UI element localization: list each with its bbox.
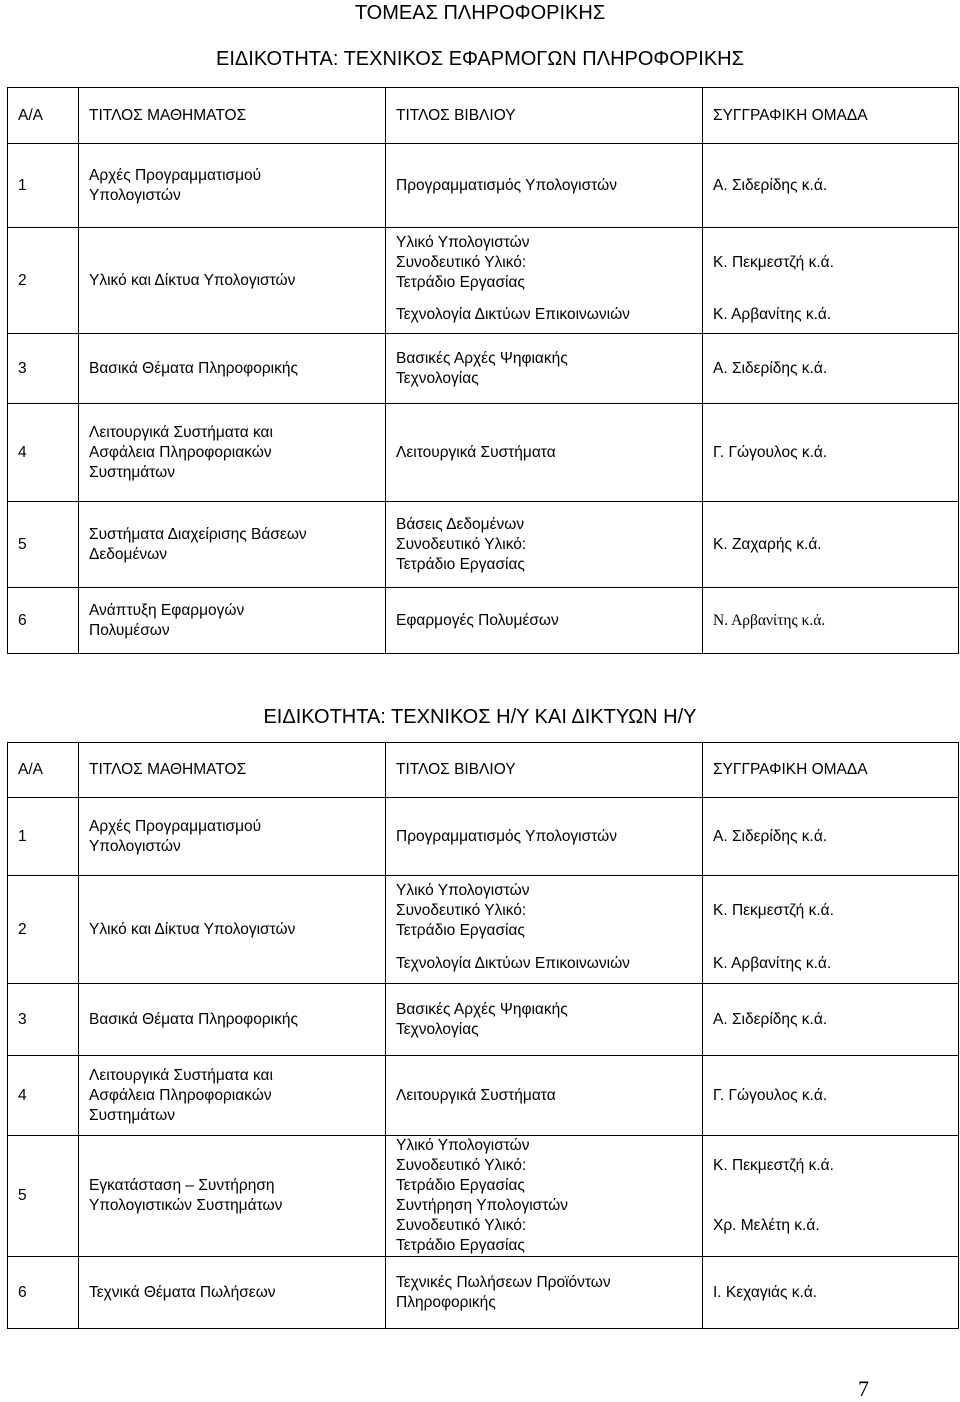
- header-cell: Α/Α: [8, 743, 79, 798]
- header-cell: ΤΙΤΛΟΣ ΒΙΒΛΙΟΥ: [386, 88, 703, 144]
- book-title: Βάσεις Δεδομένων Συνοδευτικό Υλικό: Τετράδιο Εργασίας: [386, 502, 703, 588]
- row-number: 3: [8, 334, 79, 404]
- courses-table: [7, 742, 959, 1329]
- row-number: 1: [8, 144, 79, 228]
- row-number: 2: [8, 876, 79, 984]
- table-row: [8, 334, 959, 404]
- book-title: Τεχνολογία Δικτύων Επικοινωνιών: [386, 298, 703, 334]
- author-group: Α. Σιδερίδης κ.ά.: [703, 984, 959, 1056]
- table-row: [8, 502, 959, 588]
- course-title: Βασικά Θέματα Πληροφορικής: [79, 984, 386, 1056]
- author-group: Κ. Πεκμεστζή κ.ά.: [703, 1136, 959, 1197]
- author-group: Γ. Γώγουλος κ.ά.: [703, 1056, 959, 1136]
- course-title: Λειτουργικά Συστήματα και Ασφάλεια Πληροφοριακών Συστημάτων: [79, 1056, 386, 1136]
- book-title: Υλικό Υπολογιστών Συνοδευτικό Υλικό: Τετράδιο Εργασίας: [386, 1136, 703, 1197]
- table-row: [8, 984, 959, 1056]
- courses-table: [7, 87, 959, 654]
- course-title: Συστήματα Διαχείρισης Βάσεων Δεδομένων: [79, 502, 386, 588]
- course-title: Αρχές Προγραμματισμού Υπολογιστών: [79, 798, 386, 876]
- course-title: Αρχές Προγραμματισμού Υπολογιστών: [79, 144, 386, 228]
- book-title: Τεχνολογία Δικτύων Επικοινωνιών: [386, 946, 703, 984]
- author-group: Γ. Γώγουλος κ.ά.: [703, 404, 959, 502]
- book-title: Συντήρηση Υπολογιστών Συνοδευτικό Υλικό: Τετράδιο Εργασίας: [386, 1196, 703, 1257]
- table-header-row: [8, 88, 959, 144]
- book-title: Λειτουργικά Συστήματα: [386, 1056, 703, 1136]
- header-cell: ΣΥΓΓΡΑΦΙΚΗ ΟΜΑΔΑ: [703, 88, 959, 144]
- header-cell: Α/Α: [8, 88, 79, 144]
- author-group: Κ. Αρβανίτης κ.ά.: [703, 946, 959, 984]
- row-number: 5: [8, 502, 79, 588]
- course-title: Ανάπτυξη Εφαρμογών Πολυμέσων: [79, 588, 386, 654]
- row-number: 5: [8, 1136, 79, 1257]
- header-cell: ΤΙΤΛΟΣ ΜΑΘΗΜΑΤΟΣ: [79, 88, 386, 144]
- table-row: [8, 1257, 959, 1329]
- table-row: [8, 876, 959, 946]
- table-row: [8, 798, 959, 876]
- table-header-row: [8, 743, 959, 798]
- row-number: 6: [8, 1257, 79, 1329]
- table-row: [8, 588, 959, 654]
- course-title: Λειτουργικά Συστήματα και Ασφάλεια Πληροφοριακών Συστημάτων: [79, 404, 386, 502]
- author-group: Χρ. Μελέτη κ.ά.: [703, 1196, 959, 1257]
- author-group: Κ. Ζαχαρής κ.ά.: [703, 502, 959, 588]
- book-title: Υλικό Υπολογιστών Συνοδευτικό Υλικό: Τετράδιο Εργασίας: [386, 876, 703, 946]
- author-group: Ν. Αρβανίτης κ.ά.: [703, 588, 959, 654]
- sector-title: ΤΟΜΕΑΣ ΠΛΗΡΟΦΟΡΙΚΗΣ: [354, 2, 606, 24]
- row-number: 4: [8, 404, 79, 502]
- book-title: Βασικές Αρχές Ψηφιακής Τεχνολογίας: [386, 334, 703, 404]
- course-title: Υλικό και Δίκτυα Υπολογιστών: [79, 876, 386, 984]
- table-row: [8, 1136, 959, 1197]
- author-group: Α. Σιδερίδης κ.ά.: [703, 798, 959, 876]
- book-title: Προγραμματισμός Υπολογιστών: [386, 144, 703, 228]
- table-row: [8, 1056, 959, 1136]
- book-title: Προγραμματισμός Υπολογιστών: [386, 798, 703, 876]
- header-cell: ΤΙΤΛΟΣ ΜΑΘΗΜΑΤΟΣ: [79, 743, 386, 798]
- course-title: Υλικό και Δίκτυα Υπολογιστών: [79, 228, 386, 334]
- book-title: Υλικό Υπολογιστών Συνοδευτικό Υλικό: Τετράδιο Εργασίας: [386, 228, 703, 298]
- author-group: Α. Σιδερίδης κ.ά.: [703, 144, 959, 228]
- course-title: Εγκατάσταση – Συντήρηση Υπολογιστικών Συστημάτων: [79, 1136, 386, 1257]
- book-title: Εφαρμογές Πολυμέσων: [386, 588, 703, 654]
- header-cell: ΤΙΤΛΟΣ ΒΙΒΛΙΟΥ: [386, 743, 703, 798]
- book-title: Βασικές Αρχές Ψηφιακής Τεχνολογίας: [386, 984, 703, 1056]
- table-row: [8, 228, 959, 298]
- row-number: 3: [8, 984, 79, 1056]
- header-cell: ΣΥΓΓΡΑΦΙΚΗ ΟΜΑΔΑ: [703, 743, 959, 798]
- row-number: 6: [8, 588, 79, 654]
- course-title: Τεχνικά Θέματα Πωλήσεων: [79, 1257, 386, 1329]
- row-number: 1: [8, 798, 79, 876]
- course-title: Βασικά Θέματα Πληροφορικής: [79, 334, 386, 404]
- table-row: [8, 144, 959, 228]
- specialty-title: ΕΙΔΙΚΟΤΗΤΑ: ΤΕΧΝΙΚΟΣ ΕΦΑΡΜΟΓΩΝ ΠΛΗΡΟΦΟΡΙΚΗΣ: [216, 48, 744, 70]
- author-group: Κ. Πεκμεστζή κ.ά.: [703, 876, 959, 946]
- specialty-title: ΕΙΔΙΚΟΤΗΤΑ: ΤΕΧΝΙΚΟΣ Η/Υ ΚΑΙ ΔΙΚΤΥΩΝ Η/Υ: [263, 706, 697, 728]
- row-number: 2: [8, 228, 79, 334]
- page-number: 7: [858, 1376, 869, 1401]
- book-title: Λειτουργικά Συστήματα: [386, 404, 703, 502]
- author-group: Α. Σιδερίδης κ.ά.: [703, 334, 959, 404]
- table-row: [8, 404, 959, 502]
- author-group: Κ. Πεκμεστζή κ.ά.: [703, 228, 959, 298]
- author-group: Κ. Αρβανίτης κ.ά.: [703, 298, 959, 334]
- author-group: Ι. Κεχαγιάς κ.ά.: [703, 1257, 959, 1329]
- book-title: Τεχνικές Πωλήσεων Προϊόντων Πληροφορικής: [386, 1257, 703, 1329]
- row-number: 4: [8, 1056, 79, 1136]
